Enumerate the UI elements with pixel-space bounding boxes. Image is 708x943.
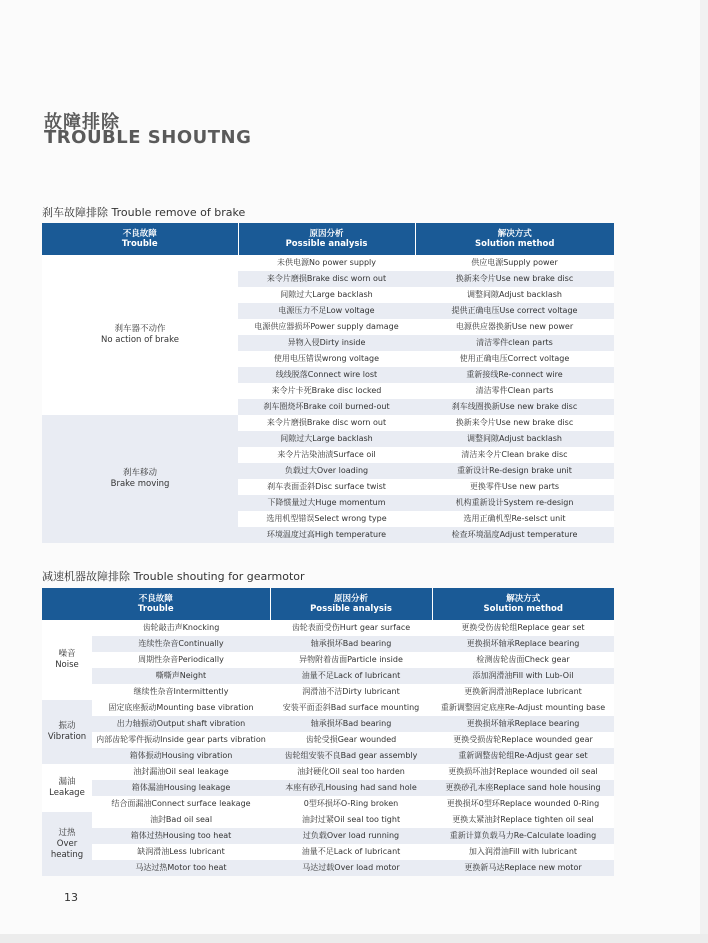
solution-cell: 更换受损齿轮Replace wounded gear xyxy=(432,732,614,748)
symptom-cell: 出力轴振动Output shaft vibration xyxy=(92,716,270,732)
solution-cell: 重新调整齿轮组Re-Adjust gear set xyxy=(432,748,614,764)
gearmotor-section-title: 减速机器故障排除 Trouble shouting for gearmotor xyxy=(42,570,305,583)
cause-cell: 异物附着齿面Particle inside xyxy=(270,652,432,668)
header-analysis-cn: 原因分析 xyxy=(309,229,344,239)
cause-cell: 电源供应器损坏Power supply damage xyxy=(238,319,415,335)
solution-cell: 供应电源Supply power xyxy=(415,255,614,271)
header-solution-en: Solution method xyxy=(475,239,555,249)
cause-cell: 油封硬化Oil seal too harden xyxy=(270,764,432,780)
header-trouble xyxy=(42,588,270,620)
trouble-cell xyxy=(42,620,92,700)
header-solution-cn: 解决方式 xyxy=(497,229,532,239)
table-row xyxy=(42,844,614,860)
trouble-cell xyxy=(42,415,238,543)
solution-cell: 选用正确机型Re-selsct unit xyxy=(415,511,614,527)
trouble-label-en: Over heating xyxy=(50,838,84,860)
table-row xyxy=(42,700,614,716)
gear-table-header xyxy=(42,588,614,620)
symptom-cell: 箱体过热Housing too heat xyxy=(92,828,270,844)
trouble-label-cn: 刹车移动 xyxy=(122,468,157,478)
solution-cell: 更换新润滑油Replace lubricant xyxy=(432,684,614,700)
page-title-cn: 故障排除 xyxy=(44,112,120,133)
trouble-label-en: Noise xyxy=(55,660,79,670)
header-solution-en: Solution method xyxy=(483,604,563,614)
cause-cell: 未供电源No power supply xyxy=(238,255,415,271)
gearmotor-trouble-table xyxy=(42,588,614,876)
table-row xyxy=(42,812,614,828)
trouble-label-en: Leakage xyxy=(49,788,85,798)
solution-cell: 清洁零件clean parts xyxy=(415,335,614,351)
table-row xyxy=(42,780,614,796)
solution-cell: 提供正确电压Use correct voltage xyxy=(415,303,614,319)
table-row xyxy=(42,620,614,636)
symptom-cell: 固定底座振动Mounting base vibration xyxy=(92,700,270,716)
solution-cell: 检查环境温度Adjust temperature xyxy=(415,527,614,543)
solution-cell: 更换砂孔本座Replace sand hole housing xyxy=(432,780,614,796)
table-row xyxy=(42,652,614,668)
header-trouble-en: Trouble xyxy=(137,604,174,614)
cause-cell: 线线脱落Connect wire lost xyxy=(238,367,415,383)
cause-cell: 选用机型错误Select wrong type xyxy=(238,511,415,527)
header-trouble-en: Trouble xyxy=(121,239,158,249)
solution-cell: 调整间隙Adjust backlash xyxy=(415,287,614,303)
symptom-cell: 内部齿轮零件振动Inside gear parts vibration xyxy=(92,732,270,748)
cause-cell: 油量不足Lack of lubricant xyxy=(270,668,432,684)
table-row xyxy=(42,764,614,780)
trouble-label-cn: 噪音 xyxy=(58,649,76,659)
solution-cell: 刹车线圈换新Use new brake disc xyxy=(415,399,614,415)
table-row xyxy=(42,255,614,271)
trouble-label-en: No action of brake xyxy=(101,335,179,345)
cause-cell: 电源压力不足Low voltage xyxy=(238,303,415,319)
header-analysis xyxy=(238,223,415,255)
table-row xyxy=(42,796,614,812)
header-analysis xyxy=(270,588,432,620)
header-solution xyxy=(415,223,614,255)
cause-cell: 过负载Over load running xyxy=(270,828,432,844)
cause-cell: 安装平面歪斜Bad surface mounting xyxy=(270,700,432,716)
header-trouble-cn: 不良故障 xyxy=(138,594,173,604)
solution-cell: 更换损坏轴承Replace bearing xyxy=(432,716,614,732)
table-row xyxy=(42,415,614,431)
solution-cell: 更换受伤齿轮组Replace gear set xyxy=(432,620,614,636)
solution-cell: 调整间隙Adjust backlash xyxy=(415,431,614,447)
solution-cell: 重新调整固定底座Re-Adjust mounting base xyxy=(432,700,614,716)
solution-cell: 更换损坏油封Replace wounded oil seal xyxy=(432,764,614,780)
cause-cell: 使用电压错误wrong voltage xyxy=(238,351,415,367)
trouble-label-cn: 漏油 xyxy=(58,777,76,787)
header-analysis-cn: 原因分析 xyxy=(333,594,368,604)
trouble-cell xyxy=(42,255,238,415)
symptom-cell: 连续性杂音Continually xyxy=(92,636,270,652)
cause-cell: 油封过紧Oil seal too tight xyxy=(270,812,432,828)
brake-table-header xyxy=(42,223,614,255)
header-solution-cn: 解决方式 xyxy=(506,594,541,604)
table-row xyxy=(42,636,614,652)
solution-cell: 检测齿轮齿面Check gear xyxy=(432,652,614,668)
table-row xyxy=(42,748,614,764)
symptom-cell: 马达过热Motor too heat xyxy=(92,860,270,876)
cause-cell: 来令片磨损Brake disc worn out xyxy=(238,415,415,431)
table-row xyxy=(42,732,614,748)
table-row xyxy=(42,860,614,876)
cause-cell: 齿轮受损Gear wounded xyxy=(270,732,432,748)
symptom-cell: 周期性杂音Periodically xyxy=(92,652,270,668)
cause-cell: 本座有砂孔Housing had sand hole xyxy=(270,780,432,796)
trouble-label-en: Brake moving xyxy=(110,479,170,489)
solution-cell: 重新计算负载马力Re-Calculate loading xyxy=(432,828,614,844)
cause-cell: 0型环损坏O-Ring broken xyxy=(270,796,432,812)
solution-cell: 更换损坏0型环Replace wounded 0-Ring xyxy=(432,796,614,812)
trouble-cell xyxy=(42,812,92,876)
header-trouble xyxy=(42,223,238,255)
header-trouble-cn: 不良故障 xyxy=(122,229,157,239)
cause-cell: 润滑油不洁Dirty lubricant xyxy=(270,684,432,700)
header-solution xyxy=(432,588,614,620)
symptom-cell: 继续性杂音Intermittently xyxy=(92,684,270,700)
trouble-cell xyxy=(42,764,92,812)
cause-cell: 来令片卡死Brake disc locked xyxy=(238,383,415,399)
page-title-en: TROUBLE SHOUTNG xyxy=(44,127,252,148)
symptom-cell: 缺润滑油Less lubricant xyxy=(92,844,270,860)
solution-cell: 换新来令片Use new brake disc xyxy=(415,271,614,287)
solution-cell: 使用正确电压Correct voltage xyxy=(415,351,614,367)
brake-section-title: 刹车故障排除 Trouble remove of brake xyxy=(42,206,246,219)
solution-cell: 更换损坏轴承Replace bearing xyxy=(432,636,614,652)
cause-cell: 轴承损坏Bad bearing xyxy=(270,716,432,732)
symptom-cell: 油封漏油Oil seal leakage xyxy=(92,764,270,780)
trouble-cell xyxy=(42,700,92,764)
page-edge-bottom xyxy=(0,934,708,943)
solution-cell: 换新来令片Use new brake disc xyxy=(415,415,614,431)
trouble-label-cn: 过热 xyxy=(58,827,76,838)
trouble-label-en: Vibration xyxy=(47,732,87,742)
solution-cell: 重新设计Re-design brake unit xyxy=(415,463,614,479)
solution-cell: 加入润滑油Fill with lubricant xyxy=(432,844,614,860)
solution-cell: 添加润滑油Fill with Lub-Oil xyxy=(432,668,614,684)
cause-cell: 刹车表面歪斜Disc surface twist xyxy=(238,479,415,495)
symptom-cell: 油封Bad oil seal xyxy=(92,812,270,828)
cause-cell: 间隙过大Large backlash xyxy=(238,431,415,447)
table-row xyxy=(42,684,614,700)
page-number: 13 xyxy=(64,891,78,904)
brake-trouble-table xyxy=(42,223,614,543)
page-edge-right xyxy=(700,0,708,943)
symptom-cell: 嘶嘶声Neight xyxy=(92,668,270,684)
cause-cell: 轴承损坏Bad bearing xyxy=(270,636,432,652)
cause-cell: 马达过载Over load motor xyxy=(270,860,432,876)
header-analysis-en: Possible analysis xyxy=(285,239,368,249)
cause-cell: 来令片磨损Brake disc worn out xyxy=(238,271,415,287)
solution-cell: 机构重新设计System re-design xyxy=(415,495,614,511)
cause-cell: 齿轮组安装不良Bad gear assembly xyxy=(270,748,432,764)
symptom-cell: 箱体振动Housing vibration xyxy=(92,748,270,764)
trouble-label-cn: 刹车器不动作 xyxy=(114,324,166,334)
solution-cell: 清洁零件Clean parts xyxy=(415,383,614,399)
symptom-cell: 结合面漏油Connect surface leakage xyxy=(92,796,270,812)
symptom-cell: 箱体漏油Housing leakage xyxy=(92,780,270,796)
table-row xyxy=(42,668,614,684)
cause-cell: 间隙过大Large backlash xyxy=(238,287,415,303)
solution-cell: 电源供应器换新Use new power xyxy=(415,319,614,335)
table-row xyxy=(42,828,614,844)
cause-cell: 齿轮表面受伤Hurt gear surface xyxy=(270,620,432,636)
solution-cell: 清洁来令片Clean brake disc xyxy=(415,447,614,463)
cause-cell: 刹车圈烧坏Brake coil burned-out xyxy=(238,399,415,415)
cause-cell: 环境温度过高High temperature xyxy=(238,527,415,543)
trouble-label-cn: 振动 xyxy=(58,721,76,731)
cause-cell: 来令片沾染油渍Surface oil xyxy=(238,447,415,463)
solution-cell: 重新接线Re-connect wire xyxy=(415,367,614,383)
symptom-cell: 齿轮敲击声Knocking xyxy=(92,620,270,636)
solution-cell: 更换零件Use new parts xyxy=(415,479,614,495)
solution-cell: 更换新马达Replace new motor xyxy=(432,860,614,876)
cause-cell: 油量不足Lack of lubricant xyxy=(270,844,432,860)
header-analysis-en: Possible analysis xyxy=(310,604,392,614)
solution-cell: 更换太紧油封Replace tighten oil seal xyxy=(432,812,614,828)
cause-cell: 负载过大Over loading xyxy=(238,463,415,479)
cause-cell: 异物入侵Dirty inside xyxy=(238,335,415,351)
cause-cell: 下降惯量过大Huge momentum xyxy=(238,495,415,511)
table-row xyxy=(42,716,614,732)
